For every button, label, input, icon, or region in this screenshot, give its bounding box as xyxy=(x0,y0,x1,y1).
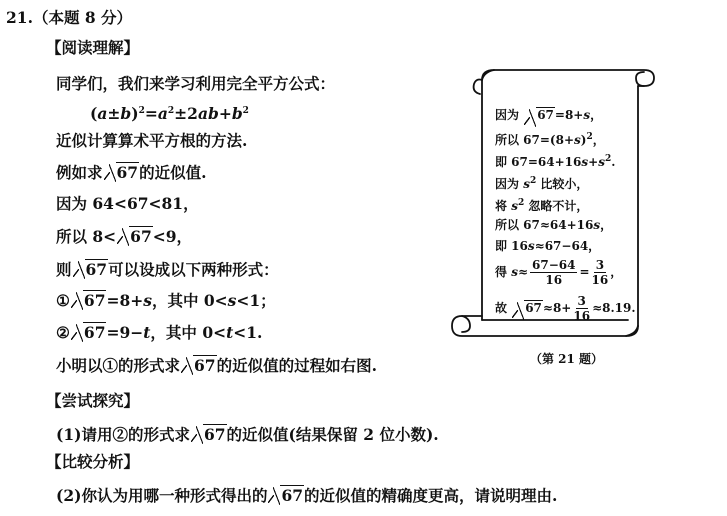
example-text: 例如求 67的近似值. xyxy=(56,163,207,182)
so-text: 所以 8< 67<9， xyxy=(56,227,193,246)
scroll-line-3: 即 $67=64+16s+s^2$. xyxy=(495,154,616,169)
scroll-line-5: 将 $s^2$ 忽略不计， xyxy=(495,198,589,213)
because-text: 因为 64<67<81， xyxy=(56,194,199,213)
scroll-line-1: 因为 67=8+s， xyxy=(495,108,603,122)
scroll-line-8: 得 s≈ $\frac{67-64}{16}$ = $\frac{3}{16}$ ， xyxy=(495,258,623,287)
then-text: 则 67可以设成以下两种形式： xyxy=(56,260,279,279)
question-header xyxy=(6,8,132,28)
intro-text-2: 近似计算算术平方根的方法. xyxy=(56,131,248,150)
part-2: (2)你认为用哪一种形式得出的 67的近似值的精确度更高，请说明理由. xyxy=(56,486,558,505)
xiaoming-text: 小明以①的形式求 67的近似值的过程如右图. xyxy=(56,356,377,375)
question-number: 21.（本题 8 分） xyxy=(6,8,133,27)
intro-text: 同学们，我们来学习利用完全平方公式： xyxy=(56,74,336,93)
figure-caption: （第 21 题） xyxy=(530,352,604,366)
form-2: ② 67=9−t，其中 0<t<1. xyxy=(56,323,263,342)
part-1: (1)请用②的形式求 67的近似值(结果保留 2 位小数). xyxy=(56,425,439,444)
scroll-line-7: 即 16s≈67−64， xyxy=(495,239,601,253)
section-compare-title: 【比较分析】 xyxy=(46,452,140,471)
scroll-line-9: 故 67≈8+ $\frac{3}{16}$ ≈8.19. xyxy=(495,294,636,323)
scroll-line-2: 所以 $67=(8+s)^2$， xyxy=(495,132,605,147)
formula: $(a\pm b)^2=a^2\pm 2ab+b^2$ xyxy=(90,104,249,124)
section-reading-title: 【阅读理解】 xyxy=(46,38,140,57)
form-1: ① 67=8+s，其中 0<s<1； xyxy=(56,291,276,310)
scroll-line-6: 所以 67≈64+16s， xyxy=(495,218,613,232)
section-try-title: 【尝试探究】 xyxy=(46,391,140,410)
scroll-line-4: 因为 $s^2$ 比较小， xyxy=(495,176,589,191)
